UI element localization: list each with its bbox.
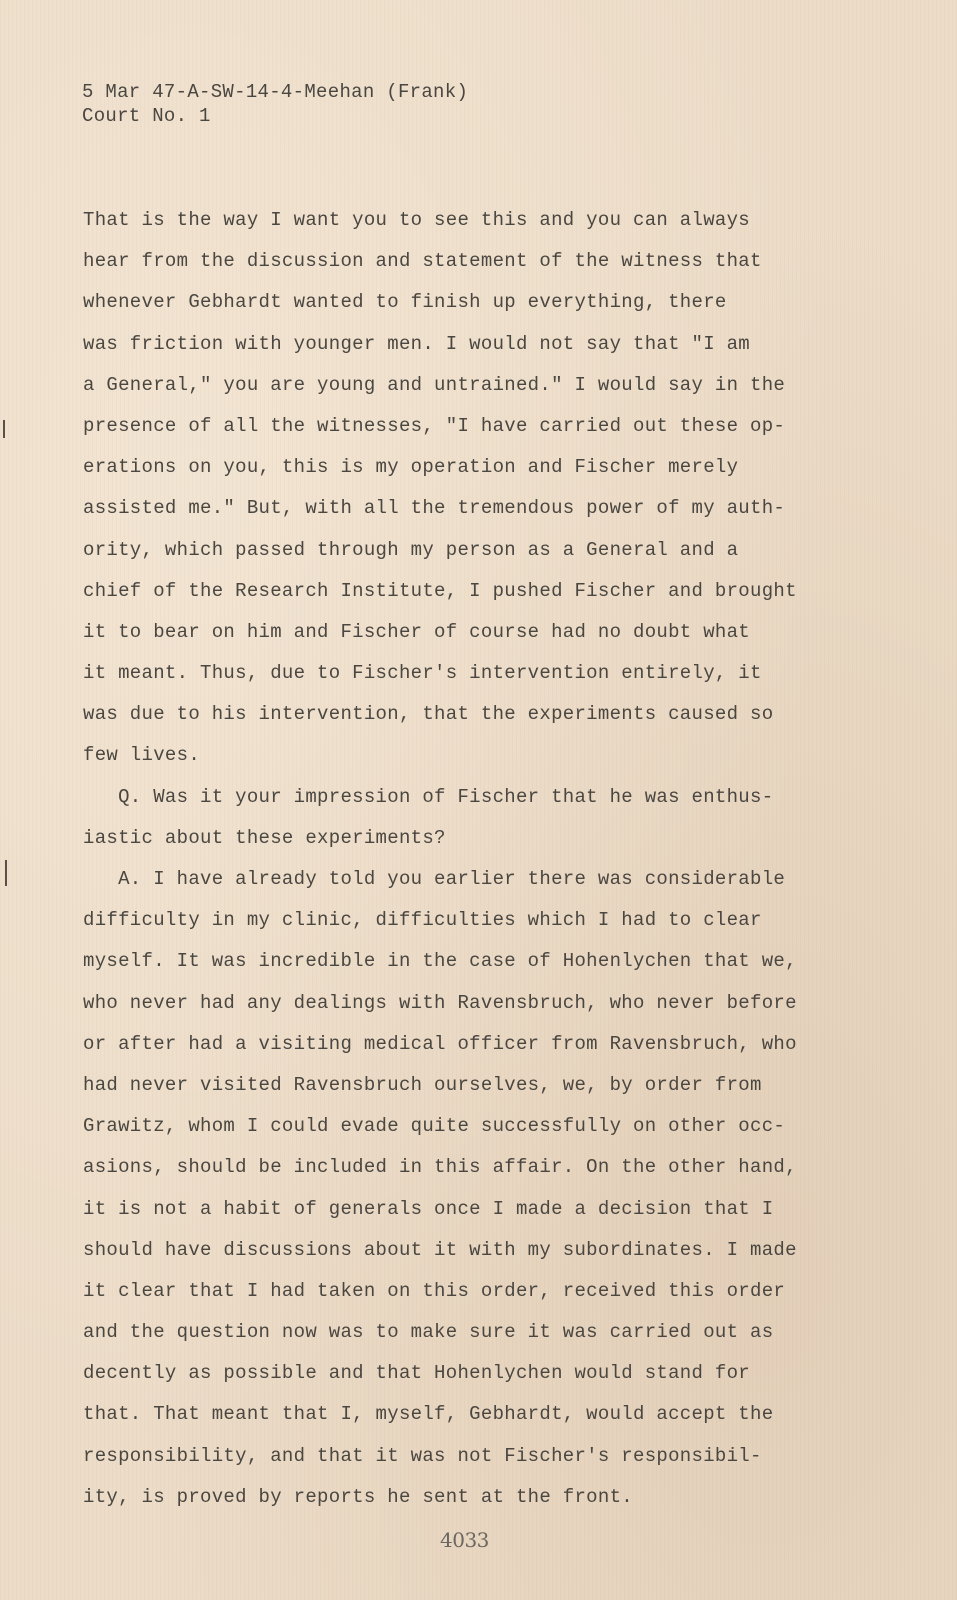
text-line: myself. It was incredible in the case of Hohenlychen that we, xyxy=(83,950,797,973)
text-line: difficulty in my clinic, difficulties which I had to clear xyxy=(83,909,762,932)
text-line: chief of the Research Institute, I pushed Fischer and brought xyxy=(83,579,797,602)
header-court: Court No. 1 xyxy=(82,105,211,127)
text-line: ority, which passed through my person as a General and a xyxy=(83,538,739,561)
text-line: and the question now was to make sure it was carried out as xyxy=(83,1321,774,1344)
text-line: had never visited Ravensbruch ourselves, we, by order from xyxy=(83,1073,762,1096)
page-number: 4033 xyxy=(440,1528,489,1552)
document-header xyxy=(82,80,468,128)
text-line: it meant. Thus, due to Fischer's intervention entirely, it xyxy=(83,662,762,685)
answer-line: A. I have already told you earlier there was considerable xyxy=(83,868,786,890)
text-line: iastic about these experiments? xyxy=(83,826,446,849)
text-line: it clear that I had taken on this order, received this order xyxy=(83,1279,786,1302)
text-line: That is the way I want you to see this and you can always xyxy=(83,209,751,231)
text-line: it is not a habit of generals once I made a decision that I xyxy=(83,1197,774,1220)
text-line: ity, is proved by reports he sent at the front. xyxy=(83,1485,633,1508)
text-line: erations on you, this is my operation and Fischer merely xyxy=(83,456,739,479)
text-line: asions, should be included in this affair. On the other hand, xyxy=(83,1156,797,1179)
text-line: it to bear on him and Fischer of course had no doubt what xyxy=(83,620,751,643)
text-line: should have discussions about it with my subordinates. I made xyxy=(83,1238,797,1261)
question-line: Q. Was it your impression of Fischer that he was enthus- xyxy=(83,785,774,808)
text-line: or after had a visiting medical officer from Ravensbruch, who xyxy=(83,1032,797,1055)
text-line: assisted me." But, with all the tremendous power of my auth- xyxy=(83,497,786,520)
header-reference: 5 Mar 47-A-SW-14-4-Meehan (Frank) xyxy=(82,81,469,103)
text-line: Grawitz, whom I could evade quite successfully on other occ- xyxy=(83,1115,786,1138)
text-line: presence of all the witnesses, "I have carried out these op- xyxy=(83,414,786,437)
text-line: was due to his intervention, that the experiments caused so xyxy=(83,703,774,726)
text-line: that. That meant that I, myself, Gebhardt, would accept the xyxy=(83,1403,774,1426)
text-line: few lives. xyxy=(83,744,201,767)
text-line: who never had any dealings with Ravensbruch, who never before xyxy=(83,991,797,1014)
left-edge-mark xyxy=(5,860,7,886)
text-line: decently as possible and that Hohenlychen would stand for xyxy=(83,1362,751,1385)
transcript-body xyxy=(83,200,797,1518)
text-line: was friction with younger men. I would not say that "I am xyxy=(83,332,751,355)
text-line: whenever Gebhardt wanted to finish up everything, there xyxy=(83,291,727,314)
left-edge-mark xyxy=(3,420,5,438)
text-line: hear from the discussion and statement of the witness that xyxy=(83,250,762,273)
text-line: responsibility, and that it was not Fischer's responsibil- xyxy=(83,1444,762,1467)
text-line: a General," you are young and untrained." I would say in the xyxy=(83,373,786,396)
